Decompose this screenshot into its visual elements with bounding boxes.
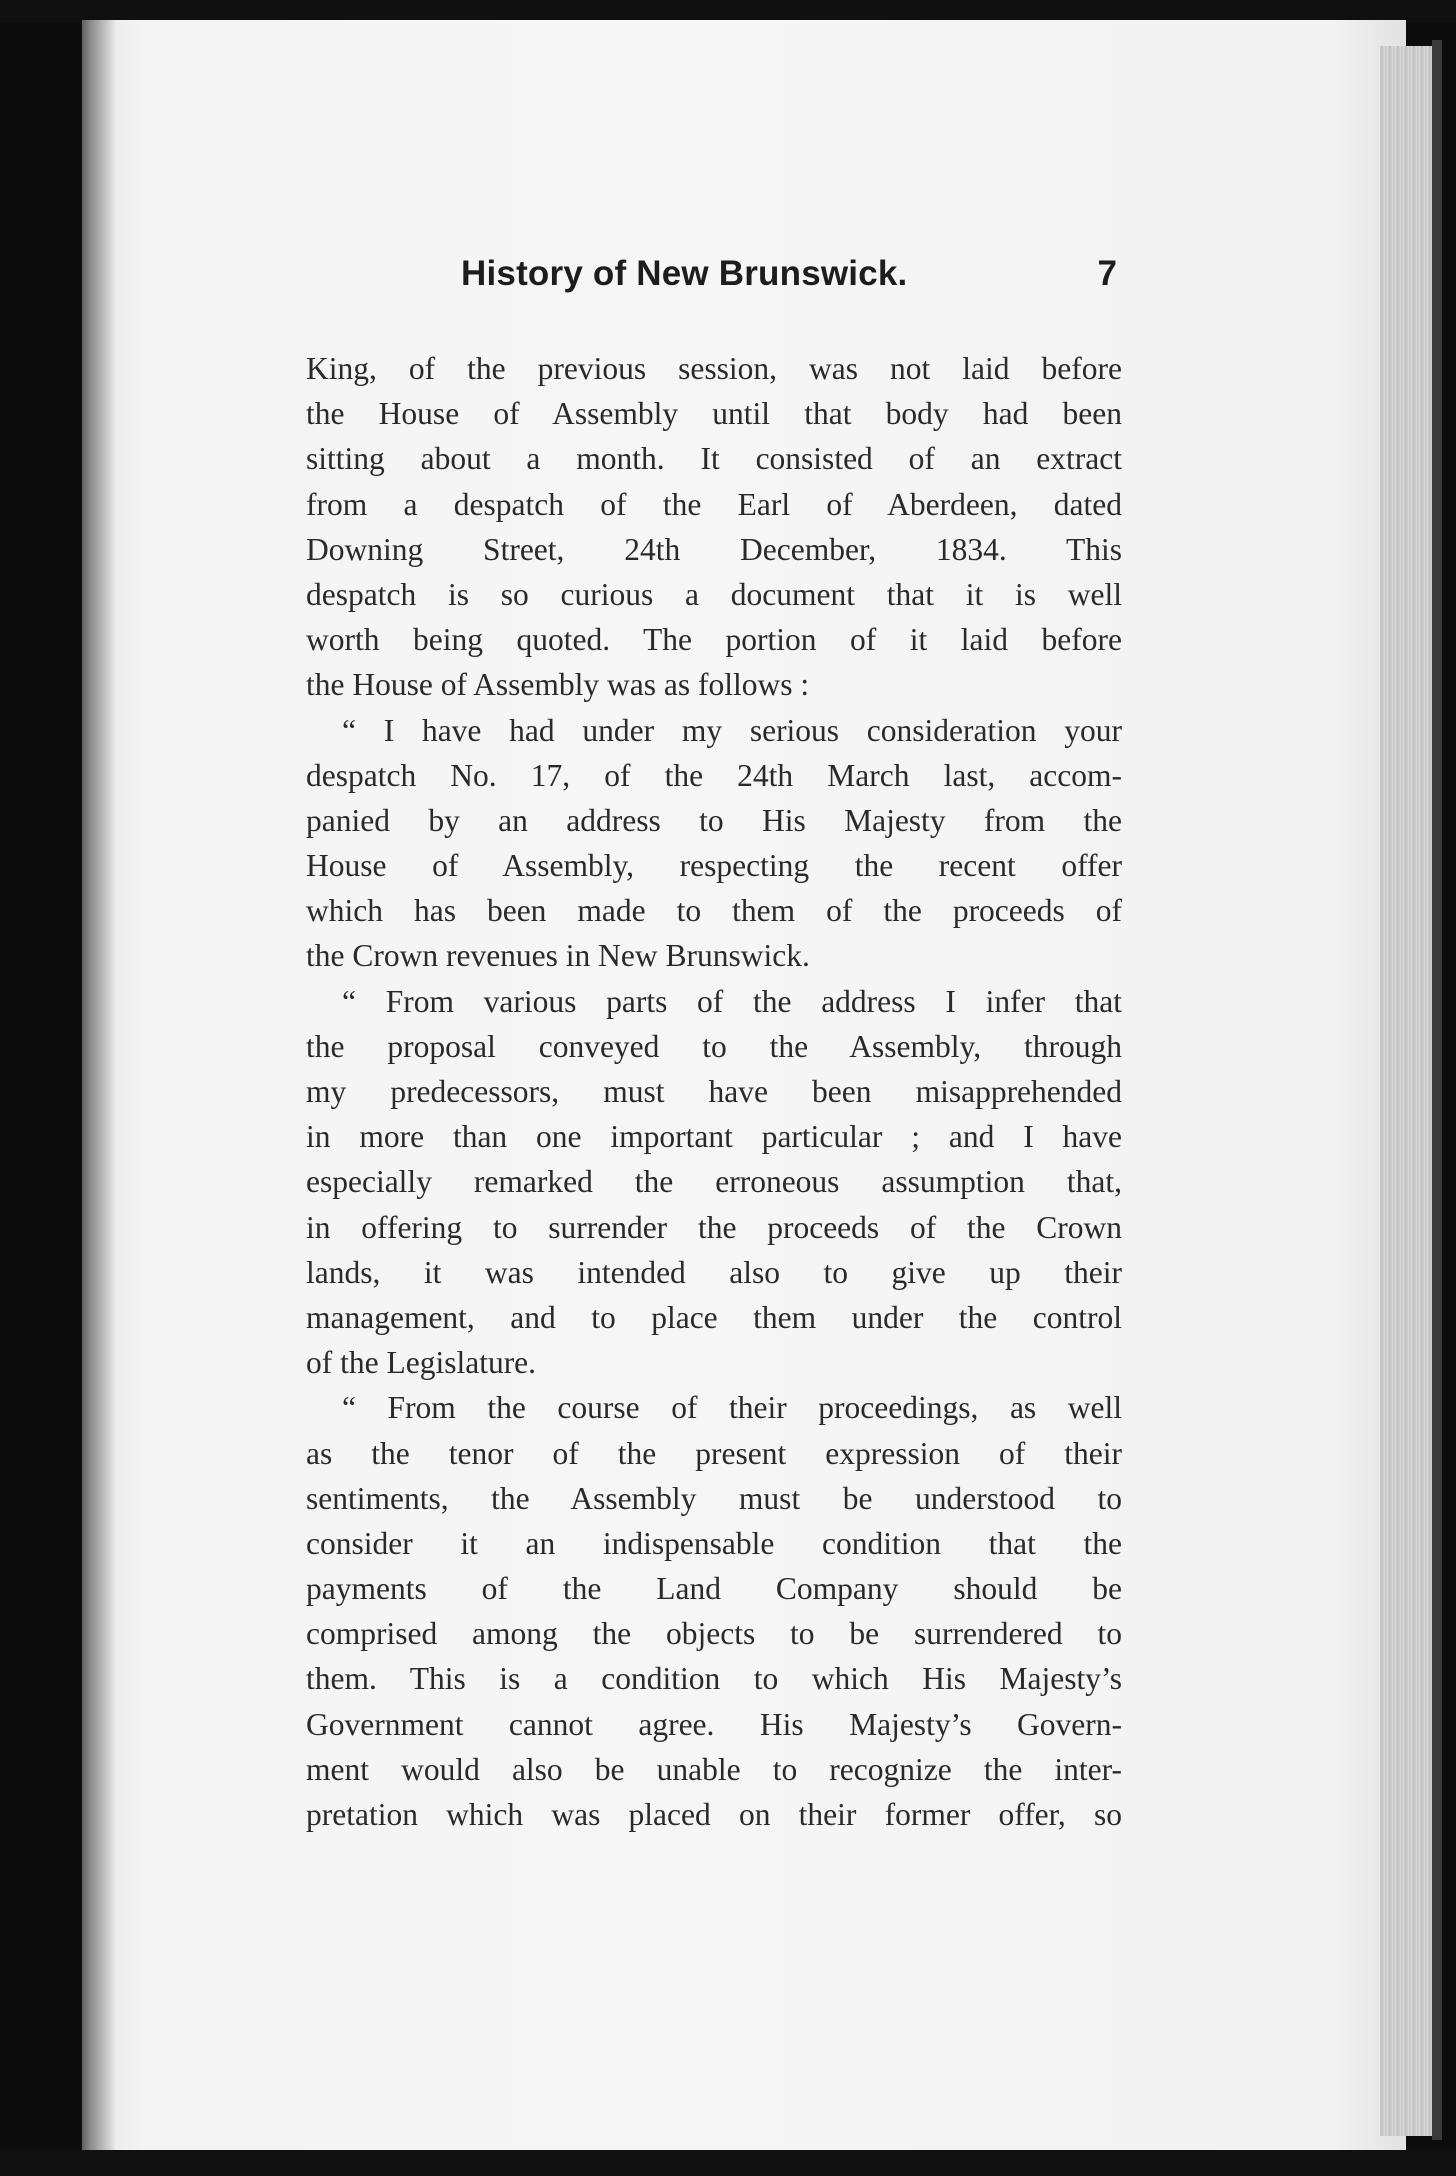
text-line: especially remarked the erroneous assumption that, bbox=[306, 1164, 1122, 1200]
text-line: the House of Assembly until that body had been bbox=[306, 396, 1122, 432]
text-line: worth being quoted. The portion of it laid before bbox=[306, 622, 1122, 658]
text-line: Downing Street, 24th December, 1834. This bbox=[306, 531, 1122, 567]
text-line: the proposal conveyed to the Assembly, through bbox=[306, 1028, 1122, 1064]
page-gutter-shadow bbox=[82, 20, 116, 2160]
text-line: sentiments, the Assembly must be understood to bbox=[306, 1480, 1122, 1516]
text-line: panied by an address to His Majesty from the bbox=[306, 802, 1122, 838]
text-line: sitting about a month. It consisted of an extract bbox=[306, 441, 1122, 477]
text-line: management, and to place them under the control bbox=[306, 1299, 1122, 1335]
text-line: Government cannot agree. His Majesty’s Govern- bbox=[306, 1706, 1122, 1742]
text-line: in more than one important particular ; and I have bbox=[306, 1119, 1122, 1155]
text-line: from a despatch of the Earl of Aberdeen, dated bbox=[306, 486, 1122, 522]
text-line: consider it an indispensable condition that the bbox=[306, 1525, 1122, 1561]
text-line: as the tenor of the present expression of their bbox=[306, 1435, 1122, 1471]
text-line: pretation which was placed on their former offer, so bbox=[306, 1797, 1122, 1832]
text-line: them. This is a condition to which His Majesty’s bbox=[306, 1661, 1122, 1697]
running-title: History of New Brunswick. bbox=[461, 254, 908, 293]
text-line: the House of Assembly was as follows : bbox=[306, 667, 810, 703]
text-line: in offering to surrender the proceeds of the Crown bbox=[306, 1209, 1122, 1245]
page-number: 7 bbox=[1097, 254, 1117, 293]
text-line: ment would also be unable to recognize the inter- bbox=[306, 1751, 1122, 1787]
text-line: the Crown revenues in New Brunswick. bbox=[306, 938, 810, 974]
text-line: which has been made to them of the proceeds of bbox=[306, 893, 1122, 929]
scan-top-border bbox=[0, 0, 1456, 22]
text-line: House of Assembly, respecting the recent offer bbox=[306, 848, 1122, 884]
page-block-edges bbox=[1380, 46, 1434, 2136]
text-line: lands, it was intended also to give up their bbox=[306, 1254, 1122, 1290]
text-line: despatch No. 17, of the 24th March last, accom- bbox=[306, 757, 1122, 793]
book-cover-edge bbox=[1432, 40, 1442, 2140]
text-line: “ From various parts of the address I infer that bbox=[342, 983, 1122, 1019]
text-line: despatch is so curious a document that it is well bbox=[306, 576, 1122, 612]
text-line: “ I have had under my serious consideration your bbox=[342, 712, 1122, 748]
text-line: comprised among the objects to be surrendered to bbox=[306, 1616, 1122, 1652]
text-line: my predecessors, must have been misapprehended bbox=[306, 1074, 1122, 1109]
text-line: King, of the previous session, was not laid before bbox=[306, 351, 1122, 386]
body-text bbox=[306, 346, 1122, 1837]
scan-bottom-border bbox=[0, 2150, 1456, 2176]
text-line: “ From the course of their proceedings, as well bbox=[342, 1390, 1122, 1426]
text-line: of the Legislature. bbox=[306, 1345, 537, 1381]
text-line: payments of the Land Company should be bbox=[306, 1571, 1122, 1607]
running-header bbox=[305, 254, 1125, 310]
